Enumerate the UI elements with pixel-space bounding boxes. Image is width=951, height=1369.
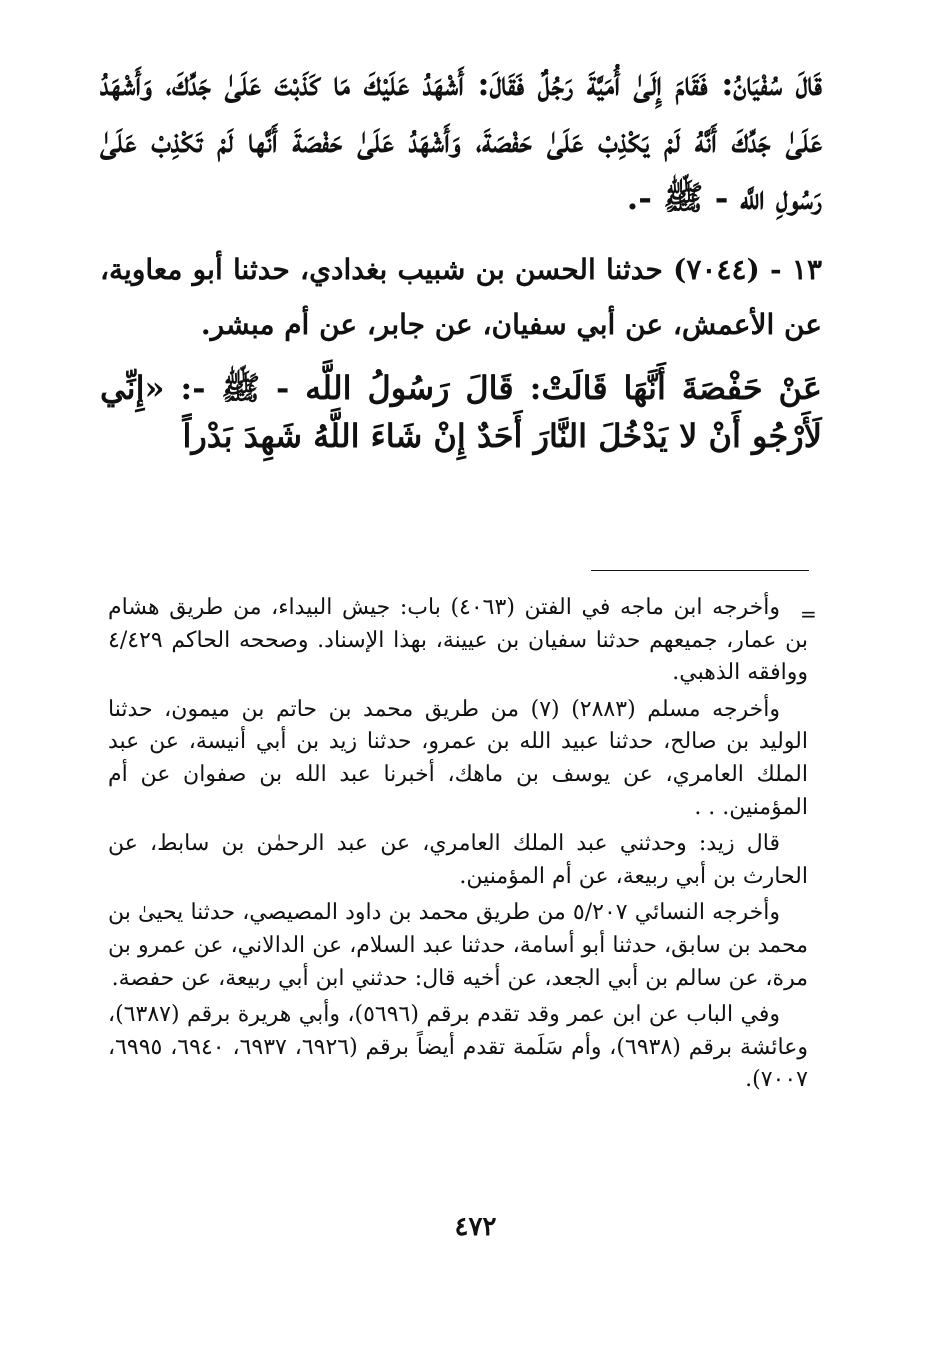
footnote-separator (591, 570, 809, 571)
footnote-paragraph: وفي الباب عن ابن عمر وقد تقدم برقم (٥٦٩٦)، وأبي هريرة برقم (٦٣٨٧)، وعائشة برقم (٦٩٣٨)، وأم سَلَمة تقدم أيضاً برقم (٦٩٢٦، ٦٩٣٧، ٦٩٤٠، ٦٩٩٥، ٧٠٠٧). (108, 1002, 809, 1093)
footnote-paragraph: وأخرجه ابن ماجه في الفتن (٤٠٦٣) باب: جيش البيداء، من طريق هشام بن عمار، جميعهم حدثنا سفيان بن عيينة، بهذا الإسناد. وصححه الحاكم ٤/٤٢٩ ووافقه الذهبي. (108, 595, 808, 686)
footnote-paragraph: وأخرجه النسائي ٥/٢٠٧ من طريق محمد بن داود المصيصي، حدثنا يحيىٰ بن محمد بن سابق، حدثنا أبو أسامة، حدثنا عبد السلام، عن الدالاني، عن عمرو بن مرة، عن سالم بن أبي الجعد، عن أخيه قال: حدثني ابن أبي ربيعة، عن حفصة. (108, 900, 808, 991)
main-text (100, 55, 822, 460)
page-number: ٤٧٢ (454, 1212, 497, 1242)
footnote-continuation-marker: = (800, 602, 817, 626)
footnote-paragraph: وأخرجه مسلم (٢٨٨٣) (٧) من طريق محمد بن حاتم بن ميمون، حدثنا الوليد بن صالح، حدثنا عبيد الله بن عمرو، حدثنا زيد بن أبي أنيسة، عن عبد الملك العامري، عن يوسف بن ماهك، أخبرنا عبد الله بن صفوان عن أم المؤمنين. . . (108, 696, 808, 820)
footnote-paragraph: قال زيد: وحدثني عبد الملك العامري، عن عبد الرحمٰن بن سابط، عن الحارث بن أبي ربيعة، عن أم المؤمنين. (108, 831, 808, 889)
sufyan-paragraph: قَالَ سُفْيَانُ: فَقَامَ إِلَىٰ أُمَيَّةَ رَجُلٌ فَقَالَ: أَشْهَدُ عَلَيْكَ مَا كَذَبْتَ عَلَىٰ جَدِّكَ، وَأَشْهَدُ عَلَىٰ جَدِّكَ أَنَّهُ لَمْ يَكْذِبْ عَلَىٰ حَفْصَةَ، وَأَشْهَدُ عَلَىٰ حَفْصَةَ أَنَّها لَمْ تَكْذِبْ عَلَىٰ رَسُولِ اللَّه - ﷺ -. (100, 64, 823, 217)
footnotes (108, 592, 808, 1101)
hadith-text: عَنْ حَفْصَةَ أَنَّهَا قَالَتْ: قَالَ رَسُولُ اللَّه - ﷺ -: «إِنِّي لَأَرْجُو أَنْ لا يَدْخُلَ النَّارَ أَحَدٌ إِنْ شَاءَ اللَّهُ شَهِدَ بَدْراً (100, 369, 823, 455)
isnad-paragraph: ١٣ - (٧٠٤٤) حدثنا الحسن بن شبيب بغدادي، حدثنا أبو معاوية، عن الأعمش، عن أبي سفيان، عن جابر، عن أم مبشر. (100, 253, 822, 341)
